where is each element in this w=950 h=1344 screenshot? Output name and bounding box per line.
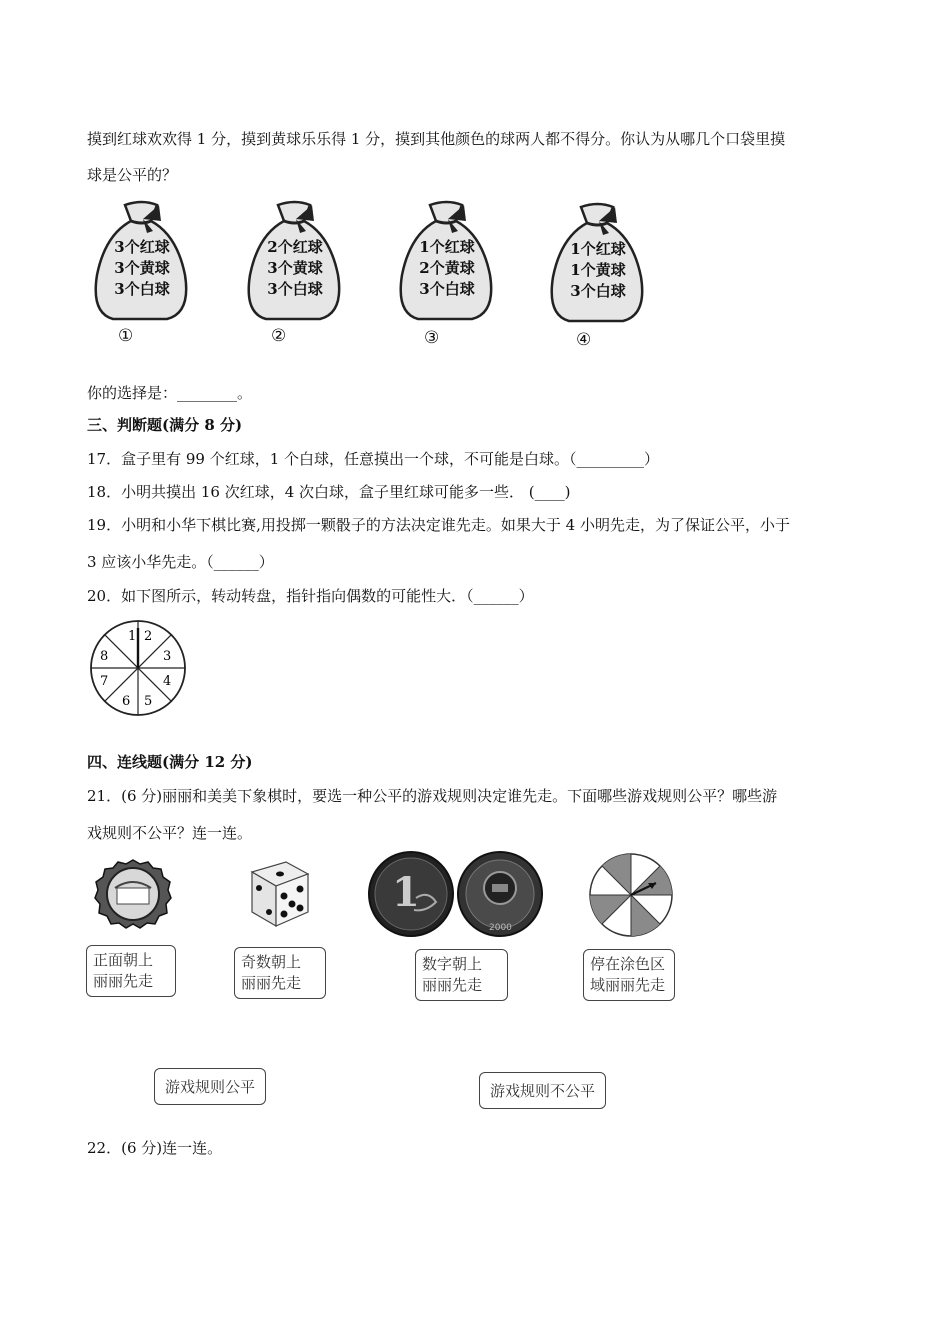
bag-4-line-3: 3个白球 <box>570 282 626 300</box>
section-4-title: 四、连线题(满分 12 分) <box>87 753 253 771</box>
bag-1-line-2: 3个黄球 <box>114 259 170 277</box>
spinner-number: 4 <box>163 674 172 689</box>
bottle-cap-icon <box>93 858 173 930</box>
bag-1 <box>87 195 197 325</box>
bag-2-line-1: 2个红球 <box>267 238 323 256</box>
bag-3-label: ③ <box>424 328 440 348</box>
bag-4-line-2: 1个黄球 <box>570 261 626 279</box>
coin-year: 2000 <box>489 923 512 933</box>
choice-line: 你的选择是：________。 <box>87 384 253 402</box>
bag-2-line-3: 3个白球 <box>267 280 323 298</box>
bag-4-line-1: 1个红球 <box>570 240 626 258</box>
rule-text-line: 丽丽先走 <box>241 974 302 992</box>
rule-text-line: 域丽丽先走 <box>590 976 666 994</box>
bag-1-line-3: 3个白球 <box>114 280 170 298</box>
rule-box-bottle-cap[interactable] <box>86 945 176 997</box>
question-20: 20．如下图所示，转动转盘，指针指向偶数的可能性大．（______） <box>87 587 534 605</box>
question-18: 18．小明共摸出 16 次红球，4 次白球，盒子里红球可能多一些． (____) <box>87 483 571 501</box>
rule-box-coin[interactable] <box>415 949 508 1001</box>
question-17: 17．盒子里有 99 个红球，1 个白球，任意摸出一个球，不可能是白球。（_________） <box>87 450 660 468</box>
bag-3-line-3: 3个白球 <box>419 280 475 298</box>
unfair-rule-box[interactable]: 游戏规则不公平 <box>479 1072 606 1109</box>
question-19-line-2: 3 应该小华先走。（______） <box>87 553 274 571</box>
spinner-number: 5 <box>144 694 153 709</box>
bag-4-label: ④ <box>576 330 592 350</box>
spinner-number: 8 <box>100 649 109 664</box>
intro-line-1: 摸到红球欢欢得 1 分，摸到黄球乐乐得 1 分，摸到其他颜色的球两人都不得分。你认为从哪几个口袋里摸 <box>87 130 786 148</box>
spinner-number: 2 <box>144 629 153 644</box>
rule-text-line: 丽丽先走 <box>93 972 154 990</box>
coin-number-side-icon <box>366 850 456 938</box>
question-21-line-2: 戏规则不公平？连一连。 <box>87 824 253 842</box>
question-21-line-1: 21．(6 分)丽丽和美美下象棋时，要选一种公平的游戏规则决定谁先走。下面哪些游戏规则公平？哪些游 <box>87 787 778 805</box>
bag-2 <box>240 195 350 325</box>
shaded-spinner-icon <box>586 851 676 939</box>
rule-text-line: 正面朝上 <box>93 951 154 969</box>
rule-box-dice[interactable] <box>234 947 326 999</box>
rule-text-line: 数字朝上 <box>422 955 483 973</box>
spinner-number: 7 <box>100 674 109 689</box>
svg-text:1: 1 <box>392 869 420 916</box>
bag-2-line-2: 3个黄球 <box>267 259 323 277</box>
fair-rule-box[interactable]: 游戏规则公平 <box>154 1068 266 1105</box>
bag-3 <box>392 195 502 325</box>
coin-emblem-side-icon <box>455 850 545 938</box>
spinner-number: 3 <box>163 649 172 664</box>
bag-4 <box>543 197 653 327</box>
dice-icon <box>246 856 314 930</box>
bag-2-label: ② <box>271 326 287 346</box>
spinner-number: 6 <box>122 694 131 709</box>
intro-line-2: 球是公平的？ <box>87 166 178 184</box>
bag-3-line-2: 2个黄球 <box>419 259 475 277</box>
rule-box-spinner[interactable] <box>583 949 675 1001</box>
bag-1-line-1: 3个红球 <box>114 238 170 256</box>
rule-text-line: 奇数朝上 <box>241 953 302 971</box>
bag-3-line-1: 1个红球 <box>419 238 475 256</box>
bag-1-label: ① <box>118 326 134 346</box>
section-3-title: 三、判断题(满分 8 分) <box>87 416 243 434</box>
question-22: 22．(6 分)连一连。 <box>87 1139 223 1157</box>
spinner-number: 1 <box>128 629 137 644</box>
rule-text-line: 丽丽先走 <box>422 976 483 994</box>
number-spinner <box>86 618 190 718</box>
question-19-line-1: 19．小明和小华下棋比赛,用投掷一颗骰子的方法决定谁先走。如果大于 4 小明先走，为了保证公平，小于 <box>87 516 790 534</box>
rule-text-line: 停在涂色区 <box>590 955 666 973</box>
